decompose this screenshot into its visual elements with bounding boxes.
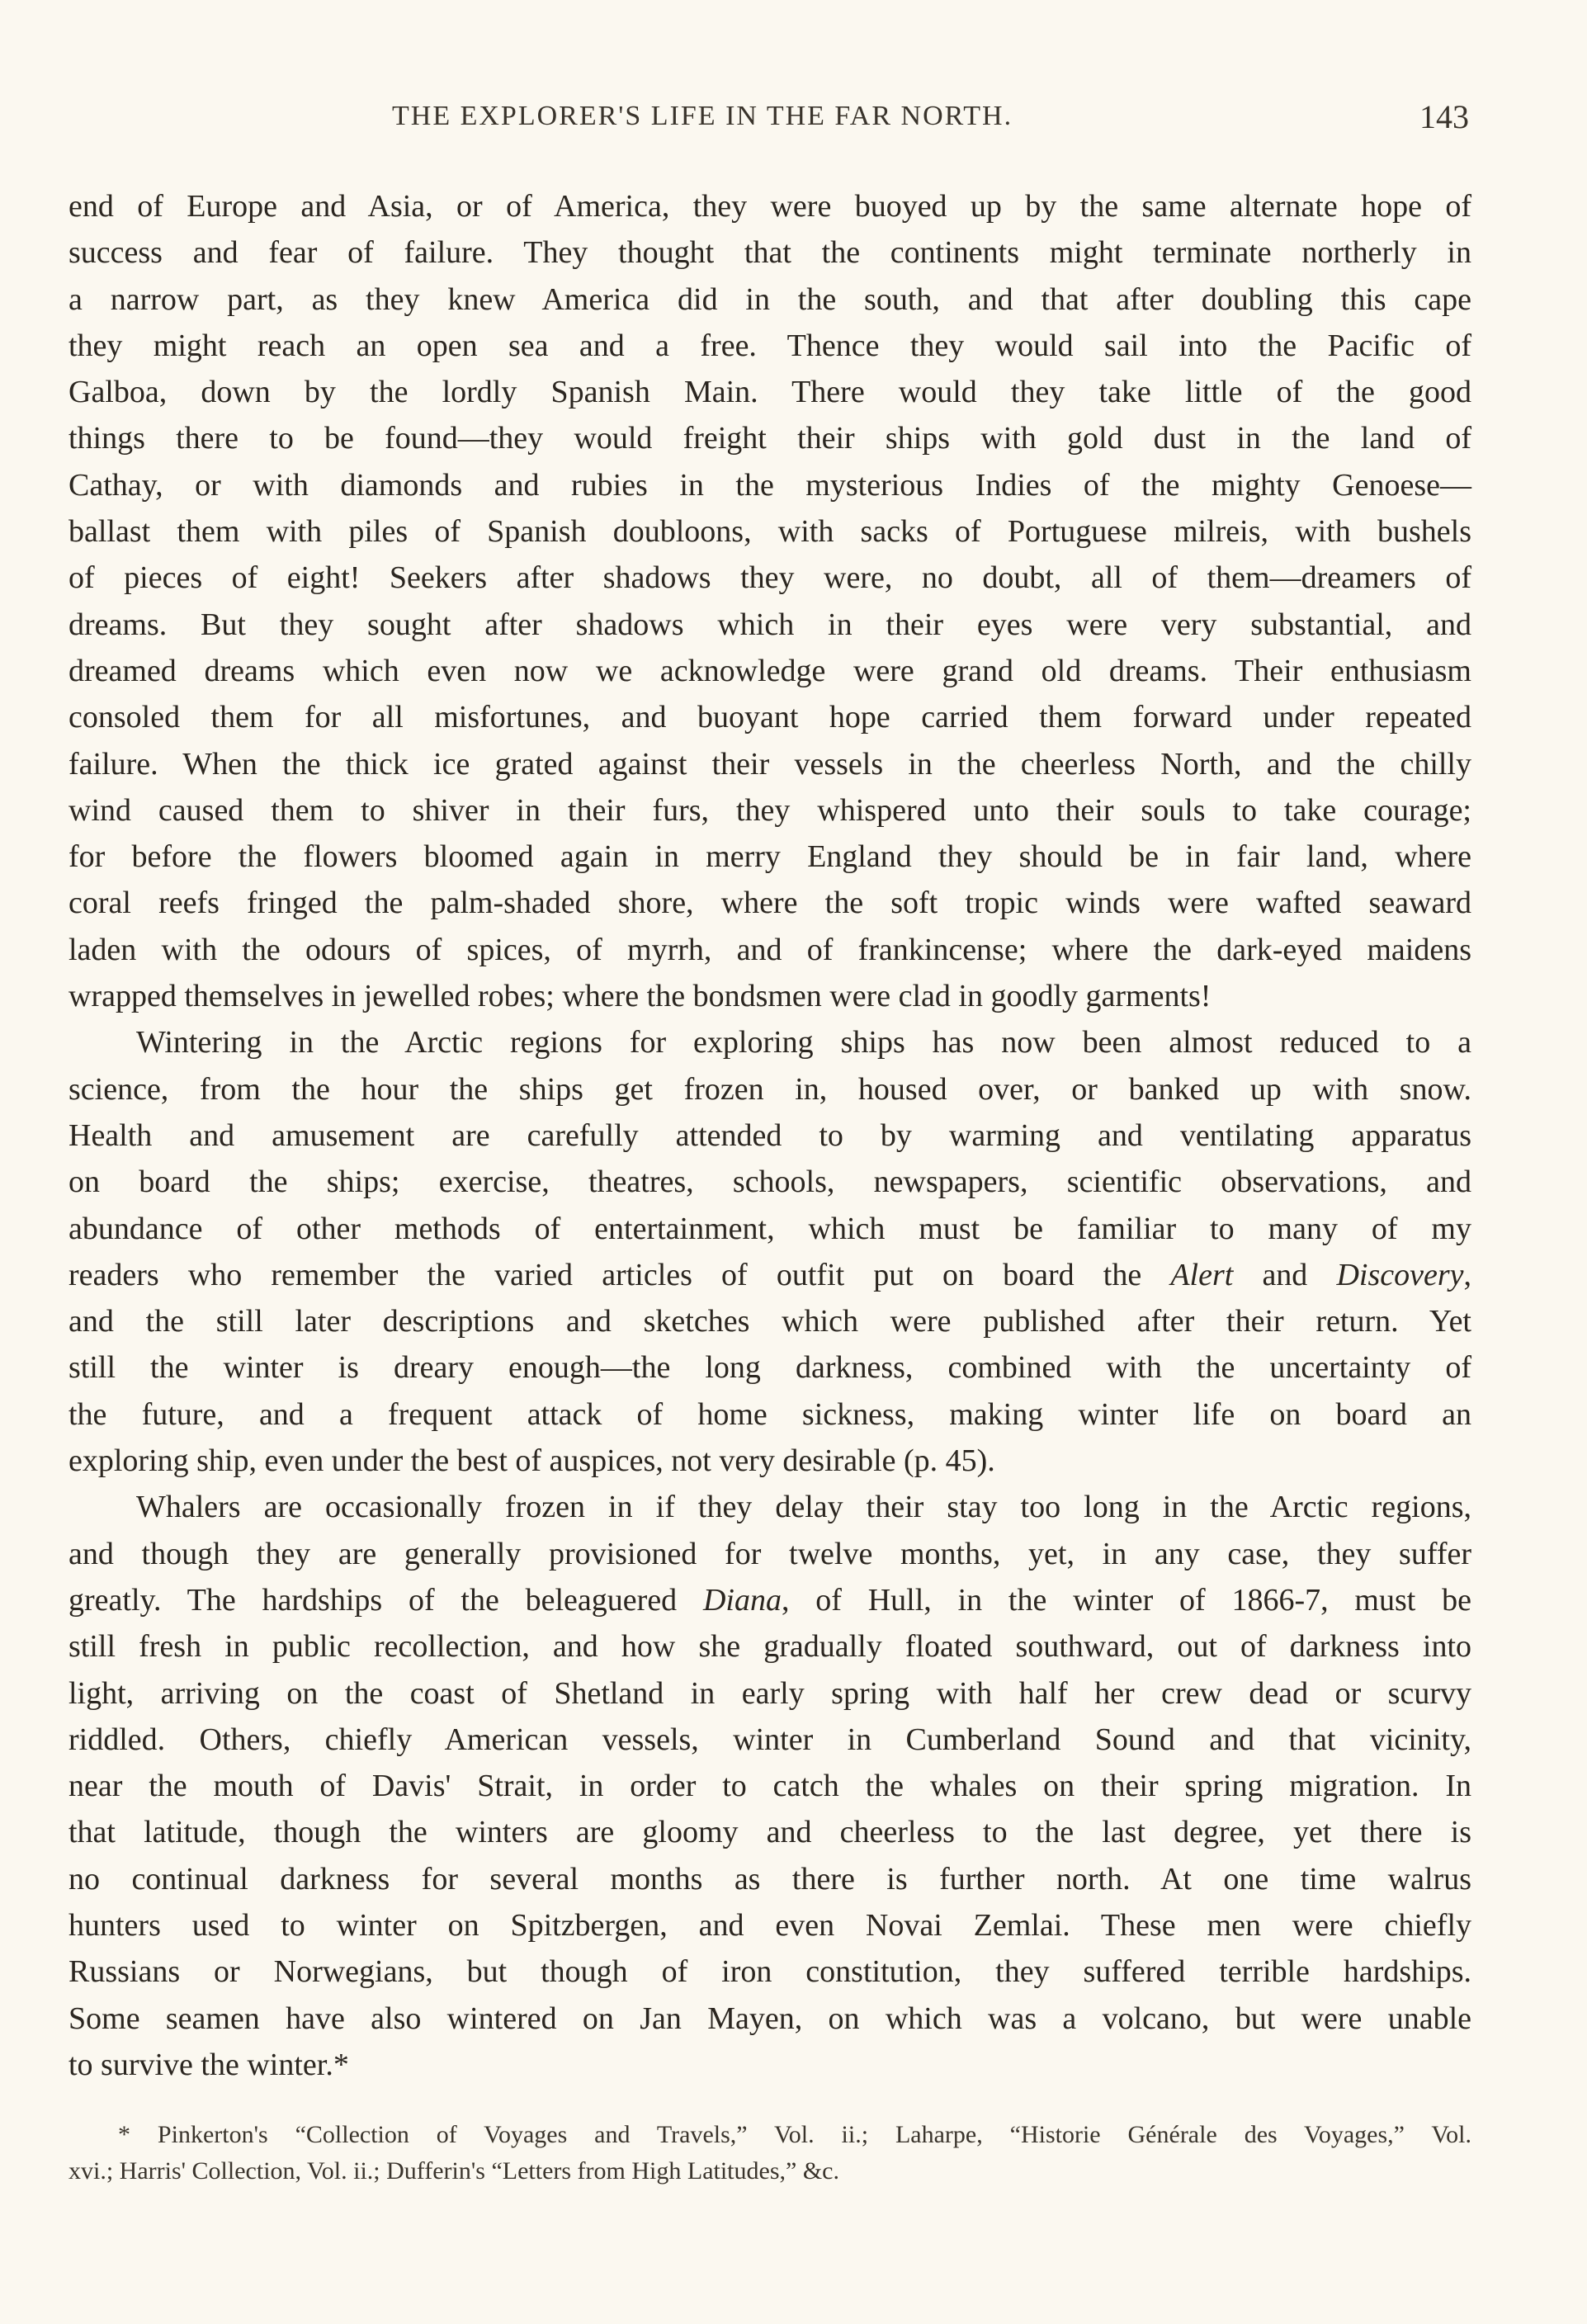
text-run: , of Hull, in the winter of 1866-7, must be (781, 1582, 1471, 1618)
text-line: still fresh in public recollection, and how she gradually floated southward, out of darkness into (68, 1629, 1471, 1665)
text-line: coral reefs fringed the palm-shaded shore, where the soft tropic winds were wafted seaward (68, 886, 1471, 921)
text-line: hunters used to winter on Spitzbergen, and even Novai Zemlai. These men were chiefly (68, 1907, 1471, 1943)
text-line: that latitude, though the winters are gloomy and cheerless to the last degree, yet there is (68, 1815, 1471, 1850)
text-line: near the mouth of Davis' Strait, in order to catch the whales on their spring migration. In (68, 1769, 1471, 1804)
text-run: greatly. The hardships of the beleaguered (68, 1582, 703, 1618)
text-run: readers who remember the varied articles of outfit put on board the (68, 1257, 1171, 1292)
text-line: wind caused them to shiver in their furs, they whispered unto their souls to take courage; (68, 792, 1471, 828)
ship-name-discovery: Discovery (1336, 1257, 1464, 1292)
text-line: the future, and a frequent attack of home sickness, making winter life on board an (68, 1396, 1471, 1432)
text-line: still the winter is dreary enough—the long darkness, combined with the uncertainty of (68, 1350, 1471, 1386)
ship-name-alert: Alert (1170, 1257, 1234, 1292)
text-line: Whalers are occasionally frozen in if they delay their stay too long in the Arctic regions, (136, 1490, 1471, 1525)
text-line: Some seamen have also wintered on Jan Mayen, on which was a volcano, but were unable (68, 2000, 1471, 2036)
text-line: end of Europe and Asia, or of America, they were buoyed up by the same alternate hope of (68, 189, 1471, 224)
text-line: light, arriving on the coast of Shetland in early spring with half her crew dead or scurvy (68, 1675, 1471, 1711)
text-line: dreams. But they sought after shadows which in their eyes were very substantial, and (68, 607, 1471, 642)
text-line: failure. When the thick ice grated against their vessels in the cheerless North, and the chilly (68, 746, 1471, 782)
text-line: Cathay, or with diamonds and rubies in the mysterious Indies of the mighty Genoese— (68, 467, 1471, 503)
text-line: science, from the hour the ships get frozen in, housed over, or banked up with snow. (68, 1071, 1471, 1107)
text-line: no continual darkness for several months as there is further north. At one time walrus (68, 1861, 1471, 1897)
text-line: dreamed dreams which even now we acknowledge were grand old dreams. Their enthusiasm (68, 653, 1471, 688)
text-line: a narrow part, as they knew America did in the south, and that after doubling this cape (68, 281, 1471, 317)
text-run: , (1463, 1257, 1471, 1292)
footnote-line: xvi.; Harris' Collection, Vol. ii.; Dufferin's “Letters from High Latitudes,” &c. (68, 2157, 839, 2185)
running-title: THE EXPLORER'S LIFE IN THE FAR NORTH. (392, 101, 1013, 131)
text-line: success and fear of failure. They thought that the continents might terminate northerly in (68, 235, 1471, 271)
text-line: to survive the winter.* (68, 2047, 349, 2082)
text-line: ballast them with piles of Spanish doubloons, with sacks of Portuguese milreis, with bushels (68, 514, 1471, 550)
text-run: and (1233, 1257, 1337, 1292)
paragraph-2 (68, 1019, 1471, 1484)
text-line: things there to be found—they would freight their ships with gold dust in the land of (68, 421, 1471, 456)
text-line: Galboa, down by the lordly Spanish Main. There would they take little of the good (68, 375, 1471, 410)
text-line: on board the ships; exercise, theatres, schools, newspapers, scientific observations, and (68, 1164, 1471, 1200)
footnote-line: * Pinkerton's “Collection of Voyages and Travels,” Vol. ii.; Laharpe, “Historie Générale des Voyages,” Vol. (118, 2121, 1471, 2148)
text-line: of pieces of eight! Seekers after shadows they were, no doubt, all of them—dreamers of (68, 560, 1471, 596)
paragraph-1 (68, 183, 1471, 1019)
paragraph-3 (68, 1484, 1471, 2088)
text-line: Health and amusement are carefully attended to by warming and ventilating apparatus (68, 1117, 1471, 1153)
text-line: for before the flowers bloomed again in merry England they should be in fair land, where (68, 839, 1471, 875)
text-line: Russians or Norwegians, but though of iron constitution, they suffered terrible hardships. (68, 1954, 1471, 1990)
footnote (68, 2117, 1471, 2189)
text-line: exploring ship, even under the best of auspices, not very desirable (p. 45). (68, 1443, 995, 1479)
text-line: Wintering in the Arctic regions for exploring ships has now been almost reduced to a (136, 1025, 1471, 1060)
ship-name-diana: Diana (702, 1582, 782, 1618)
text-line (68, 1577, 1471, 1623)
text-line: and the still later descriptions and sketches which were published after their return. Yet (68, 1304, 1471, 1339)
text-line: riddled. Others, chiefly American vessels, winter in Cumberland Sound and that vicinity, (68, 1722, 1471, 1757)
body-text (68, 183, 1471, 2088)
text-line: consoled them for all misfortunes, and buoyant hope carried them forward under repeated (68, 700, 1471, 735)
text-line: they might reach an open sea and a free. Thence they would sail into the Pacific of (68, 328, 1471, 363)
text-line (68, 1252, 1471, 1298)
running-head (66, 98, 1469, 142)
text-line: wrapped themselves in jewelled robes; where the bondsmen were clad in goodly garments! (68, 979, 1212, 1014)
text-line: abundance of other methods of entertainment, which must be familiar to many of my (68, 1211, 1471, 1246)
page-number: 143 (1419, 98, 1469, 135)
text-line: and though they are generally provisioned for twelve months, yet, in any case, they suffer (68, 1536, 1471, 1571)
text-line: laden with the odours of spices, of myrrh, and of frankincense; where the dark-eyed maidens (68, 932, 1471, 967)
